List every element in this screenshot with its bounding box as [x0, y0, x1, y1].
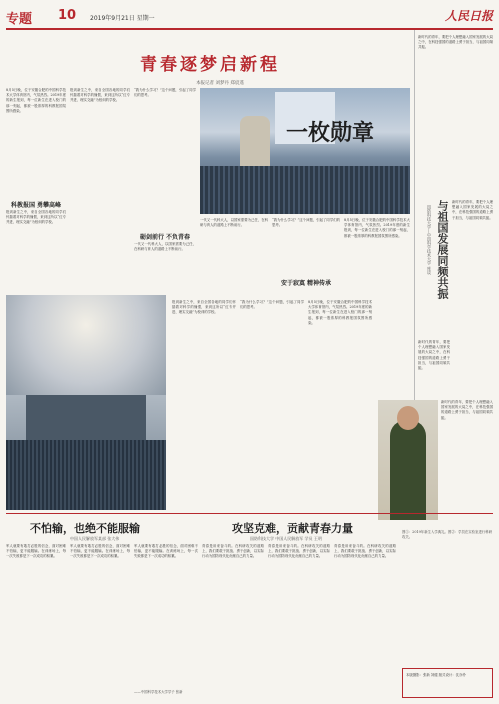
- bottom-left-col-1: 军人就要有敢打必胜的信念，面对困难不怕输，更不能服输。在训练场上，每一次失败都是下一次成功的积累。: [6, 544, 66, 559]
- right-text-mid: 新时代的青年，要把个人理想融入国家发展的大局之中，在科技强国的道路上勇于担当，与祖国同频共振。: [452, 200, 493, 220]
- credit-box: [402, 668, 493, 698]
- bottom-left-sub: 中国人民解放军某部 张大伟: [70, 536, 120, 541]
- article-col-1b: 报到新生之中，来自全国各地的同学们怀揣着对科学的憧憬，来到这所以“红专并进、理实交融”为校训的学校。: [6, 210, 66, 225]
- newspaper-logo: 人民日报: [444, 9, 493, 23]
- right-text-small: 新时代的青年，要把个人理想融入国家发展的大局之中，在科技强国的道路上勇于担当，与祖国同频共振。: [418, 340, 450, 371]
- right-vertical-sub: 国防科技大学—中国科学技术大学 座谈: [427, 205, 432, 275]
- bottom-mid-col-1: 青春是用来奋斗的。在科研攻关的道路上，我们要敢于挑战、勇于创新，以实际行动为国防现代化贡献自己的力量。: [202, 544, 264, 559]
- bottom-mid-title: 攻坚克难，贡献青春力量: [232, 522, 353, 535]
- right-vertical-title: 与祖国发展同频共振: [436, 200, 449, 299]
- audience: [200, 166, 410, 214]
- bottom-mid-sub: 国防科技大学 中国人民解放军 学员 王明: [250, 536, 322, 541]
- article-col-6: 8月5日晚，位于安徽合肥的中国科学技术大学体育馆内，气氛热烈。2019年度的新生报到，每一位新生在进入校门的那一刻起，都被一股浓厚的科教报国氛围所感染。: [344, 218, 410, 238]
- main-byline: 本报记者 刘梦丹 郑宸遥: [196, 81, 244, 86]
- bottom-left-col-2: 军人就要有敢打必胜的信念，面对困难不怕输，更不能服输。在训练场上，每一次失败都是下一次成功的积累。: [70, 544, 130, 559]
- hall-photo: [6, 295, 166, 510]
- article-col-5: “我为什么学习？”这个问题，引起了同学们的思考。: [272, 218, 340, 228]
- article-col-4: 一代又一代科大人，以国家需要为己任，在科研与育人的道路上不断前行。: [200, 218, 268, 228]
- hall-dome: [6, 295, 166, 395]
- sculpture: [240, 116, 270, 168]
- article-col-1: 8月5日晚，位于安徽合肥的中国科学技术大学体育馆内，气氛热烈。2019年度的新生报到，每一位新生在进入校门的那一刻起，都被一股浓厚的科教报国氛围所感染。: [6, 88, 66, 113]
- page-number: 10: [58, 8, 77, 23]
- right-text-bottom: 新时代的青年，要把个人理想融入国家发展的大局之中，在科技强国的道路上勇于担当，与祖国同频共振。: [441, 400, 493, 420]
- photo-stage-text: 一枚勋章: [286, 120, 375, 146]
- subhead-3: 安于寂寞 精神传承: [280, 280, 332, 287]
- section-rule: [6, 513, 493, 514]
- article-col-3: “我为什么学习？”这个问题，引起了同学们的思考。: [134, 88, 196, 98]
- article-col-7: 报到新生之中，来自全国各地的同学们怀揣着对科学的憧憬，来到这所以“红专并进、理实交融”为校训的学校。: [172, 300, 236, 315]
- article-col-2: 报到新生之中，来自全国各地的同学们怀揣着对科学的憧憬，来到这所以“红专并进、理实交融”为校训的学校。: [70, 88, 130, 103]
- soldier-figure: [390, 420, 426, 520]
- ceremony-photo: [200, 88, 410, 214]
- hall-stage: [26, 395, 146, 440]
- subhead-2: 砺剑前行 不负青春: [139, 234, 191, 241]
- article-col-9: 8月5日晚，位于安徽合肥的中国科学技术大学体育馆内，气氛热烈。2019年度的新生报到，每一位新生在进入校门的那一刻起，都被一股浓厚的科教报国氛围所感染。: [308, 300, 372, 325]
- bottom-mid-col-3: 青春是用来奋斗的。在科研攻关的道路上，我们要敢于挑战、勇于创新，以实际行动为国防现代化贡献自己的力量。: [334, 544, 396, 559]
- right-text-top: 新时代的青年，要把个人理想融入国家发展的大局之中，在科技强国的道路上勇于担当，与祖国同频共振。: [418, 35, 493, 50]
- bottom-left-col-3: 军人就要有敢打必胜的信念，面对困难不怕输，更不能服输。在训练场上，每一次失败都是下一次成功的积累。: [134, 544, 198, 559]
- bottom-right-caption: 图①：2019年新生入学典礼。图②：学员在实验室进行科研攻关。: [402, 530, 493, 539]
- subhead-1: 科教报国 勇攀高峰: [10, 202, 62, 209]
- credit-text: 本版摄影：张新 刘健 版式设计：沈亦伶: [406, 673, 466, 677]
- article-col-3b: 一代又一代科大人，以国家需要为己任，在科研与育人的道路上不断前行。: [134, 242, 196, 252]
- soldier-photo: [378, 400, 438, 520]
- hall-audience: [6, 440, 166, 510]
- issue-date: 2019年9月21日 星期一: [90, 15, 155, 22]
- bottom-left-caption: ——中国科学技术大学学子 张新: [134, 690, 183, 694]
- bottom-left-title: 不怕输，也绝不能服输: [30, 522, 140, 535]
- main-headline: 青春逐梦启新程: [140, 55, 280, 75]
- soldier-head: [397, 406, 419, 430]
- section-label: 专题: [6, 12, 33, 27]
- bottom-mid-col-2: 青春是用来奋斗的。在科研攻关的道路上，我们要敢于挑战、勇于创新，以实际行动为国防现代化贡献自己的力量。: [268, 544, 330, 559]
- page-header: [6, 6, 493, 30]
- article-col-8: “我为什么学习？”这个问题，引起了同学们的思考。: [240, 300, 304, 310]
